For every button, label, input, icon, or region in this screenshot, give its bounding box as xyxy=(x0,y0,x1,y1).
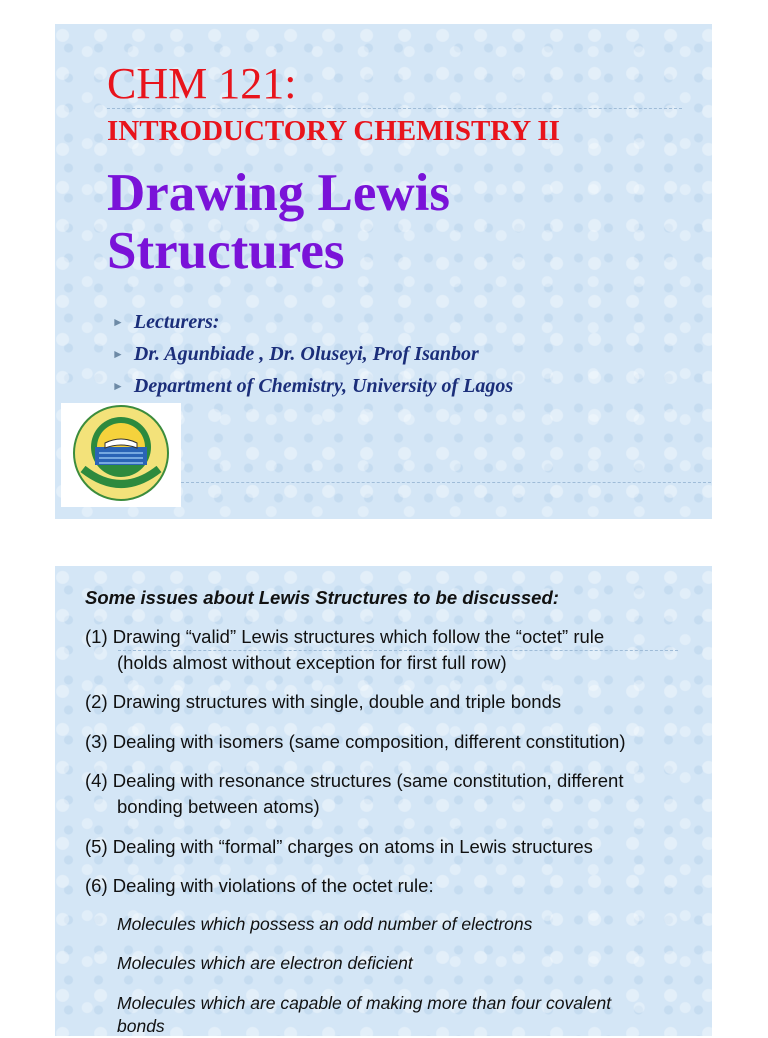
list-item: (4) Dealing with resonance structures (same constitution, different xyxy=(85,770,624,791)
bullet-arrow-icon: ► xyxy=(112,315,124,329)
divider xyxy=(181,482,711,483)
list-item: (3) Dealing with isomers (same composition, different constitution) xyxy=(85,731,626,752)
sub-item: Molecules which are electron deficient xyxy=(117,953,413,973)
content-slide xyxy=(55,566,712,1036)
title-line-2: Structures xyxy=(107,222,345,281)
course-subtitle: INTRODUCTORY CHEMISTRY II xyxy=(107,115,560,147)
sub-item: Molecules which are capable of making more than four covalent xyxy=(117,993,612,1013)
sub-item-continuation: bonds xyxy=(117,1016,165,1036)
list-item-continuation: bonding between atoms) xyxy=(117,796,320,817)
divider xyxy=(107,108,682,109)
list-item: (5) Dealing with “formal” charges on atoms in Lewis structures xyxy=(85,836,593,857)
bullet-department: ► Department of Chemistry, University of Lagos xyxy=(112,375,514,397)
bullet-names: ► Dr. Agunbiade , Dr. Oluseyi, Prof Isanbor xyxy=(112,343,479,365)
title-slide xyxy=(55,24,712,519)
list-item-continuation: (holds almost without exception for first full row) xyxy=(117,652,507,673)
course-code: CHM 121: xyxy=(107,59,297,108)
university-logo xyxy=(61,403,181,507)
title-line-1: Drawing Lewis xyxy=(107,164,451,222)
list-item: (1) Drawing “valid” Lewis structures which follow the “octet” rule xyxy=(85,626,605,647)
sub-item: Molecules which possess an odd number of electrons xyxy=(117,914,533,934)
list-item: (2) Drawing structures with single, double and triple bonds xyxy=(85,691,562,712)
bullet-arrow-icon: ► xyxy=(112,379,124,393)
slide-heading: Some issues about Lewis Structures to be discussed: xyxy=(85,587,559,608)
list-item: (6) Dealing with violations of the octet rule: xyxy=(85,875,434,896)
bullet-arrow-icon: ► xyxy=(112,347,124,361)
bullet-lecturers: ► Lecturers: xyxy=(112,311,220,333)
slide-title xyxy=(107,164,667,281)
